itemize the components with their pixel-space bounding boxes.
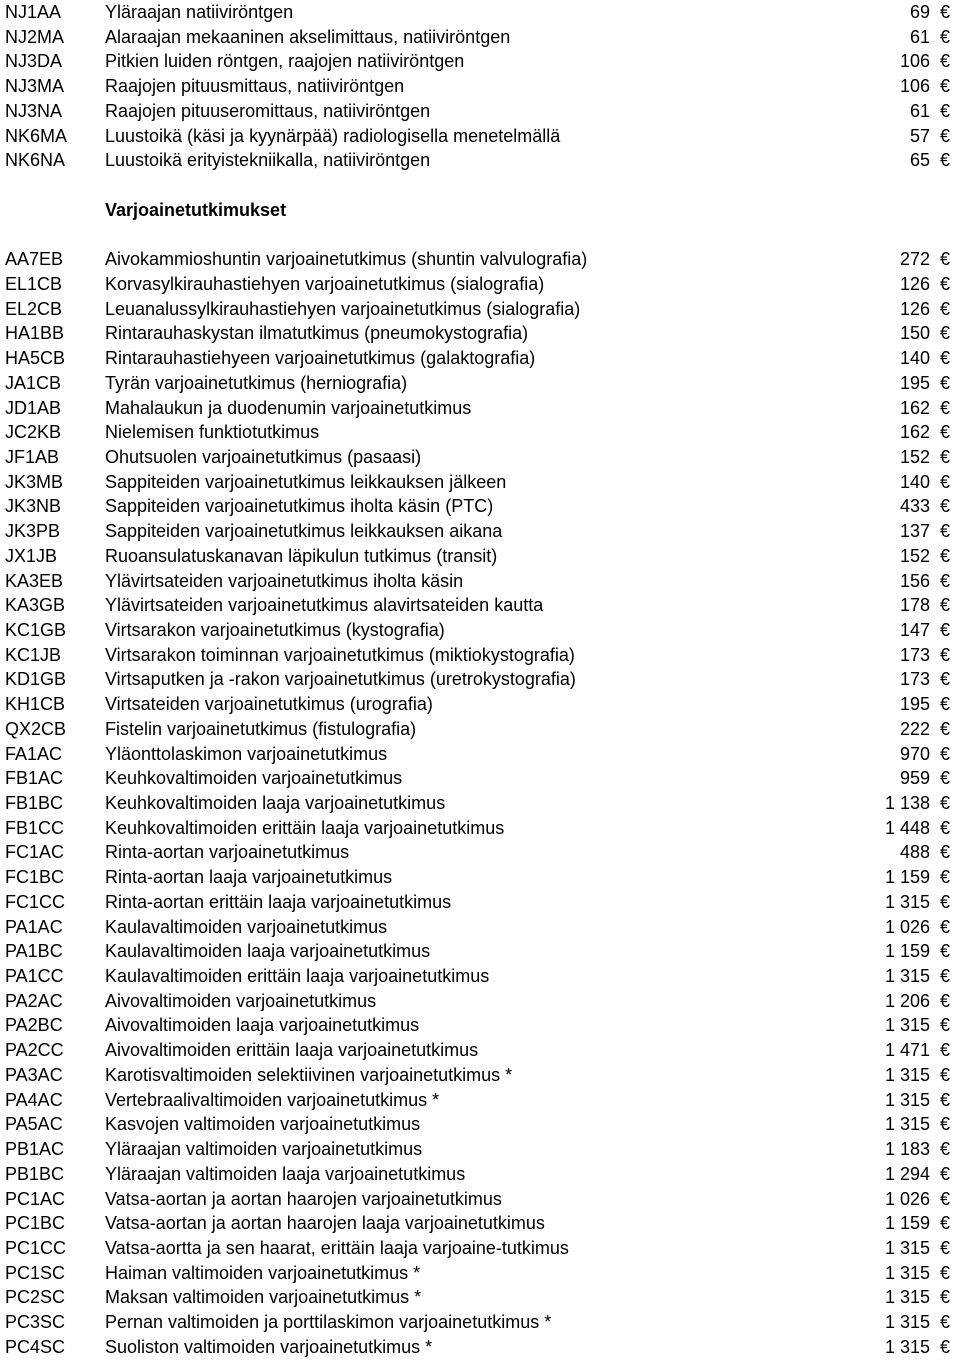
euro-symbol: €	[939, 817, 950, 838]
section-heading	[0, 173, 960, 222]
procedure-description: Pernan valtimoiden ja porttilaskimon varjoainetutkimus *	[105, 1312, 552, 1333]
euro-symbol: €	[939, 793, 950, 813]
procedure-description: Aivokammioshuntin varjoainetutkimus (shuntin valvulografia)	[105, 249, 588, 270]
procedure-row	[0, 99, 960, 124]
euro-symbol: €	[939, 150, 950, 171]
euro-symbol: €	[939, 694, 950, 715]
euro-symbol: €	[939, 1040, 950, 1061]
procedure-row	[0, 297, 960, 322]
euro-symbol: €	[939, 521, 950, 542]
procedure-price: 1 315	[884, 1336, 930, 1357]
euro-symbol: €	[939, 422, 950, 443]
procedure-row	[0, 791, 960, 816]
procedure-code: JF1AB	[5, 446, 60, 467]
procedure-description: Karotisvaltimoiden selektiivinen varjoainetutkimus *	[105, 1064, 513, 1085]
procedure-price: 69	[909, 2, 930, 22]
euro-symbol: €	[939, 273, 950, 294]
procedure-description: Vatsa-aortan ja aortan haarojen varjoainetutkimus	[105, 1188, 502, 1209]
euro-symbol: €	[939, 941, 950, 962]
procedure-price: 61	[909, 26, 930, 47]
procedure-row	[0, 321, 960, 346]
procedure-price: 152	[899, 446, 930, 467]
procedure-row	[0, 1261, 960, 1286]
procedure-code: JA1CB	[5, 372, 62, 393]
procedure-code: KD1GB	[5, 669, 67, 690]
procedure-row	[0, 1063, 960, 1088]
procedure-row	[0, 865, 960, 890]
procedure-code: PA1CC	[5, 966, 64, 987]
procedure-code: FB1AC	[5, 768, 64, 789]
procedure-description: Korvasylkirauhastiehyen varjoainetutkimus (sialografia)	[105, 273, 545, 294]
procedure-price: 173	[899, 669, 930, 690]
procedure-price: 1 159	[884, 1213, 930, 1234]
euro-symbol: €	[939, 891, 950, 912]
procedure-description: Raajojen pituusmittaus, natiiviröntgen	[105, 76, 405, 97]
procedure-code: NK6NA	[5, 150, 66, 171]
procedure-description: Virtsaputken ja -rakon varjoainetutkimus (uretrokystografia)	[105, 669, 576, 690]
procedure-price: 970	[899, 743, 930, 764]
procedure-price: 140	[899, 348, 930, 369]
procedure-code: PC1CC	[5, 1237, 67, 1258]
procedure-description: Rinta-aortan varjoainetutkimus	[105, 842, 350, 863]
euro-symbol: €	[939, 595, 950, 616]
procedure-code: FB1BC	[5, 793, 64, 813]
procedure-row	[0, 124, 960, 149]
procedure-price: 178	[899, 595, 930, 616]
procedure-price: 1 159	[884, 941, 930, 962]
euro-symbol: €	[939, 1089, 950, 1110]
procedure-row	[0, 569, 960, 594]
procedure-code: PA2BC	[5, 1015, 63, 1036]
euro-symbol: €	[939, 867, 950, 888]
procedure-description: Rinta-aortan laaja varjoainetutkimus	[105, 867, 393, 888]
procedure-price: 150	[899, 323, 930, 344]
procedure-price: 147	[899, 619, 930, 640]
procedure-row	[0, 1038, 960, 1063]
procedure-row	[0, 643, 960, 668]
procedure-code: JK3MB	[5, 471, 64, 492]
procedure-description: Yläraajan natiiviröntgen	[105, 2, 294, 22]
procedure-description: Kaulavaltimoiden laaja varjoainetutkimus	[105, 941, 431, 962]
procedure-price: 106	[899, 51, 930, 72]
procedure-description: Rinta-aortan erittäin laaja varjoainetutkimus	[105, 891, 452, 912]
procedure-description: Pitkien luiden röntgen, raajojen natiiviröntgen	[105, 51, 465, 72]
procedure-description: Kaulavaltimoiden varjoainetutkimus	[105, 916, 388, 937]
procedure-row	[0, 0, 960, 25]
procedure-price: 1 471	[884, 1040, 930, 1061]
procedure-description: Suoliston valtimoiden varjoainetutkimus *	[105, 1336, 433, 1357]
euro-symbol: €	[939, 1237, 950, 1258]
section-heading-text: Varjoainetutkimukset	[105, 199, 287, 220]
procedure-row	[0, 272, 960, 297]
euro-symbol: €	[939, 125, 950, 146]
section-spacer	[0, 222, 960, 247]
procedure-description: Sappiteiden varjoainetutkimus leikkauksen aikana	[105, 521, 503, 542]
procedure-row	[0, 816, 960, 841]
procedure-price: 1 315	[884, 1089, 930, 1110]
euro-symbol: €	[939, 348, 950, 369]
euro-symbol: €	[939, 842, 950, 863]
procedure-description: Luustoikä erityistekniikalla, natiiviröntgen	[105, 150, 431, 171]
procedure-description: Raajojen pituuseromittaus, natiiviröntgen	[105, 100, 431, 121]
procedure-price: 1 448	[884, 817, 930, 838]
procedure-row	[0, 247, 960, 272]
procedure-description: Alaraajan mekaaninen akselimittaus, natiiviröntgen	[105, 26, 511, 47]
procedure-description: Rintarauhaskystan ilmatutkimus (pneumokystografia)	[105, 323, 529, 344]
procedure-code: PA1AC	[5, 916, 63, 937]
procedure-code: KA3GB	[5, 595, 66, 616]
procedure-row	[0, 618, 960, 643]
procedure-price: 162	[899, 422, 930, 443]
procedure-row	[0, 939, 960, 964]
procedure-code: HA1BB	[5, 323, 65, 344]
procedure-row	[0, 989, 960, 1014]
procedure-price: 433	[899, 496, 930, 517]
procedure-price: 1 315	[884, 1237, 930, 1258]
euro-symbol: €	[939, 743, 950, 764]
euro-symbol: €	[939, 1163, 950, 1184]
procedure-description: Virtsateiden varjoainetutkimus (urografia)	[105, 694, 433, 715]
procedure-price: 488	[899, 842, 930, 863]
procedure-code: JK3PB	[5, 521, 61, 542]
procedure-code: PA2CC	[5, 1040, 64, 1061]
procedure-code: QX2CB	[5, 718, 67, 739]
procedure-price: 173	[899, 644, 930, 665]
procedure-description: Vatsa-aortta ja sen haarat, erittäin laaja varjoaine-tutkimus	[105, 1237, 569, 1258]
procedure-row	[0, 371, 960, 396]
procedure-price: 195	[899, 372, 930, 393]
procedure-code: PA5AC	[5, 1114, 63, 1135]
procedure-description: Keuhkovaltimoiden varjoainetutkimus	[105, 768, 403, 789]
procedure-description: Ylävirtsateiden varjoainetutkimus iholta käsin	[105, 570, 464, 591]
procedure-code: JK3NB	[5, 496, 62, 517]
procedure-price: 1 315	[884, 891, 930, 912]
procedure-description: Virtsarakon toiminnan varjoainetutkimus (miktiokystografia)	[105, 644, 575, 665]
euro-symbol: €	[939, 1188, 950, 1209]
procedure-code: FC1BC	[5, 867, 65, 888]
procedure-description: Kaulavaltimoiden erittäin laaja varjoainetutkimus	[105, 966, 490, 987]
procedure-code: PC4SC	[5, 1336, 66, 1357]
procedure-row	[0, 717, 960, 742]
procedure-row	[0, 1162, 960, 1187]
euro-symbol: €	[939, 471, 950, 492]
procedure-description: Keuhkovaltimoiden laaja varjoainetutkimus	[105, 793, 446, 813]
procedure-code: NJ3DA	[5, 51, 63, 72]
procedure-code: EL1CB	[5, 273, 63, 294]
procedure-price: 1 315	[884, 1114, 930, 1135]
procedure-price: 1 026	[884, 1188, 930, 1209]
procedure-code: PC1BC	[5, 1213, 66, 1234]
procedure-description: Sappiteiden varjoainetutkimus iholta käsin (PTC)	[105, 496, 494, 517]
procedure-price: 195	[899, 694, 930, 715]
procedure-code: AA7EB	[5, 249, 64, 270]
procedure-description: Fistelin varjoainetutkimus (fistulografia)	[105, 718, 417, 739]
procedure-row	[0, 1211, 960, 1236]
euro-symbol: €	[939, 990, 950, 1011]
procedure-description: Yläraajan valtimoiden laaja varjoainetutkimus	[105, 1163, 466, 1184]
procedure-description: Aivovaltimoiden erittäin laaja varjoainetutkimus	[105, 1040, 479, 1061]
procedure-description: Kasvojen valtimoiden varjoainetutkimus	[105, 1114, 421, 1135]
euro-symbol: €	[939, 372, 950, 393]
procedure-code: FC1AC	[5, 842, 65, 863]
procedure-row	[0, 494, 960, 519]
procedure-price: 1 159	[884, 867, 930, 888]
procedure-row	[0, 1335, 960, 1360]
procedure-code: PB1AC	[5, 1139, 65, 1160]
procedure-code: NK6MA	[5, 125, 68, 146]
procedure-price: 126	[899, 298, 930, 319]
euro-symbol: €	[939, 1262, 950, 1283]
euro-symbol: €	[939, 545, 950, 566]
euro-symbol: €	[939, 2, 950, 22]
procedure-code: HA5CB	[5, 348, 66, 369]
euro-symbol: €	[939, 51, 950, 72]
euro-symbol: €	[939, 323, 950, 344]
procedure-price: 272	[899, 249, 930, 270]
procedure-row	[0, 396, 960, 421]
procedure-code: PC1AC	[5, 1188, 66, 1209]
procedure-code: NJ1AA	[5, 2, 62, 22]
procedure-description: Leuanalussylkirauhastiehyen varjoainetutkimus (sialografia)	[105, 298, 581, 319]
procedure-row	[0, 692, 960, 717]
procedure-row	[0, 25, 960, 50]
procedure-row	[0, 742, 960, 767]
procedure-row	[0, 544, 960, 569]
procedure-code: PA3AC	[5, 1064, 63, 1085]
procedure-code: FA1AC	[5, 743, 63, 764]
euro-symbol: €	[939, 100, 950, 121]
procedure-list-plain-radiography	[0, 0, 960, 173]
procedure-row	[0, 915, 960, 940]
procedure-row	[0, 519, 960, 544]
procedure-description: Keuhkovaltimoiden erittäin laaja varjoainetutkimus	[105, 817, 505, 838]
procedure-row	[0, 49, 960, 74]
procedure-row	[0, 470, 960, 495]
euro-symbol: €	[939, 916, 950, 937]
procedure-description: Nielemisen funktiotutkimus	[105, 422, 320, 443]
procedure-price: 1 315	[884, 1287, 930, 1308]
procedure-row	[0, 593, 960, 618]
procedure-code: FB1CC	[5, 817, 65, 838]
procedure-price: 1 315	[884, 1064, 930, 1085]
procedure-description: Tyrän varjoainetutkimus (herniografia)	[105, 372, 408, 393]
procedure-row	[0, 1285, 960, 1310]
procedure-description: Vatsa-aortan ja aortan haarojen laaja varjoainetutkimus	[105, 1213, 545, 1234]
procedure-row	[0, 346, 960, 371]
procedure-price: 156	[899, 570, 930, 591]
procedure-price: 1 138	[884, 793, 930, 813]
procedure-code: NJ3MA	[5, 76, 65, 97]
procedure-description: Haiman valtimoiden varjoainetutkimus *	[105, 1262, 421, 1283]
procedure-description: Ruoansulatuskanavan läpikulun tutkimus (transit)	[105, 545, 498, 566]
euro-symbol: €	[939, 768, 950, 789]
procedure-code: PC1SC	[5, 1262, 66, 1283]
procedure-row	[0, 1088, 960, 1113]
procedure-code: KA3EB	[5, 570, 64, 591]
procedure-price: 959	[899, 768, 930, 789]
euro-symbol: €	[939, 1114, 950, 1135]
procedure-price: 162	[899, 397, 930, 418]
procedure-description: Luustoikä (käsi ja kyynärpää) radiologisella menetelmällä	[105, 125, 561, 146]
procedure-code: KC1JB	[5, 644, 62, 665]
euro-symbol: €	[939, 76, 950, 97]
procedure-price: 1 315	[884, 1015, 930, 1036]
procedure-code: JX1JB	[5, 545, 58, 566]
procedure-price: 1 315	[884, 1312, 930, 1333]
procedure-code: PA4AC	[5, 1089, 63, 1110]
procedure-code: EL2CB	[5, 298, 63, 319]
procedure-row	[0, 667, 960, 692]
procedure-price: 1 026	[884, 916, 930, 937]
procedure-price: 140	[899, 471, 930, 492]
procedure-row	[0, 890, 960, 915]
procedure-description: Yläraajan valtimoiden varjoainetutkimus	[105, 1139, 423, 1160]
euro-symbol: €	[939, 26, 950, 47]
procedure-code: JD1AB	[5, 397, 62, 418]
euro-symbol: €	[939, 1139, 950, 1160]
procedure-row	[0, 148, 960, 173]
euro-symbol: €	[939, 570, 950, 591]
procedure-description: Ohutsuolen varjoainetutkimus (pasaasi)	[105, 446, 422, 467]
euro-symbol: €	[939, 1287, 950, 1308]
procedure-row	[0, 74, 960, 99]
procedure-code: NJ2MA	[5, 26, 65, 47]
procedure-row	[0, 1112, 960, 1137]
procedure-code: KC1GB	[5, 619, 67, 640]
procedure-description: Yläonttolaskimon varjoainetutkimus	[105, 743, 388, 764]
procedure-price: 57	[909, 125, 930, 146]
procedure-code: FC1CC	[5, 891, 66, 912]
euro-symbol: €	[939, 496, 950, 517]
procedure-row	[0, 840, 960, 865]
procedure-price: 1 206	[884, 990, 930, 1011]
procedure-list-contrast-studies	[0, 247, 960, 1359]
euro-symbol: €	[939, 1312, 950, 1333]
euro-symbol: €	[939, 1064, 950, 1085]
procedure-price: 1 294	[884, 1163, 930, 1184]
euro-symbol: €	[939, 718, 950, 739]
procedure-code: PA2AC	[5, 990, 63, 1011]
procedure-price: 222	[899, 718, 930, 739]
procedure-description: Aivovaltimoiden varjoainetutkimus	[105, 990, 377, 1011]
euro-symbol: €	[939, 298, 950, 319]
euro-symbol: €	[939, 249, 950, 270]
procedure-description: Vertebraalivaltimoiden varjoainetutkimus *	[105, 1089, 440, 1110]
euro-symbol: €	[939, 1213, 950, 1234]
procedure-description: Ylävirtsateiden varjoainetutkimus alavirtsateiden kautta	[105, 595, 544, 616]
procedure-price: 65	[909, 150, 930, 171]
procedure-code: PC3SC	[5, 1312, 66, 1333]
procedure-row	[0, 445, 960, 470]
procedure-code: PC2SC	[5, 1287, 66, 1308]
euro-symbol: €	[939, 446, 950, 467]
procedure-row	[0, 1236, 960, 1261]
procedure-row	[0, 766, 960, 791]
procedure-row	[0, 420, 960, 445]
procedure-row	[0, 1310, 960, 1335]
euro-symbol: €	[939, 619, 950, 640]
euro-symbol: €	[939, 644, 950, 665]
procedure-row	[0, 1187, 960, 1212]
euro-symbol: €	[939, 966, 950, 987]
euro-symbol: €	[939, 669, 950, 690]
procedure-price: 106	[899, 76, 930, 97]
procedure-description: Rintarauhastiehyeen varjoainetutkimus (galaktografia)	[105, 348, 536, 369]
euro-symbol: €	[939, 397, 950, 418]
procedure-price: 1 315	[884, 1262, 930, 1283]
procedure-description: Mahalaukun ja duodenumin varjoainetutkimus	[105, 397, 472, 418]
procedure-description: Maksan valtimoiden varjoainetutkimus *	[105, 1287, 422, 1308]
procedure-price: 152	[899, 545, 930, 566]
procedure-code: PB1BC	[5, 1163, 65, 1184]
procedure-price: 137	[899, 521, 930, 542]
procedure-row	[0, 1013, 960, 1038]
procedure-code: JC2KB	[5, 422, 62, 443]
euro-symbol: €	[939, 1336, 950, 1357]
procedure-description: Virtsarakon varjoainetutkimus (kystografia)	[105, 619, 445, 640]
procedure-code: KH1CB	[5, 694, 66, 715]
procedure-row	[0, 1137, 960, 1162]
procedure-row	[0, 964, 960, 989]
procedure-description: Sappiteiden varjoainetutkimus leikkauksen jälkeen	[105, 471, 507, 492]
procedure-price: 126	[899, 273, 930, 294]
procedure-code: PA1BC	[5, 941, 63, 962]
procedure-code: NJ3NA	[5, 100, 63, 121]
procedure-price: 1 315	[884, 966, 930, 987]
euro-symbol: €	[939, 1015, 950, 1036]
procedure-price: 1 183	[884, 1139, 930, 1160]
procedure-price: 61	[909, 100, 930, 121]
procedure-description: Aivovaltimoiden laaja varjoainetutkimus	[105, 1015, 420, 1036]
